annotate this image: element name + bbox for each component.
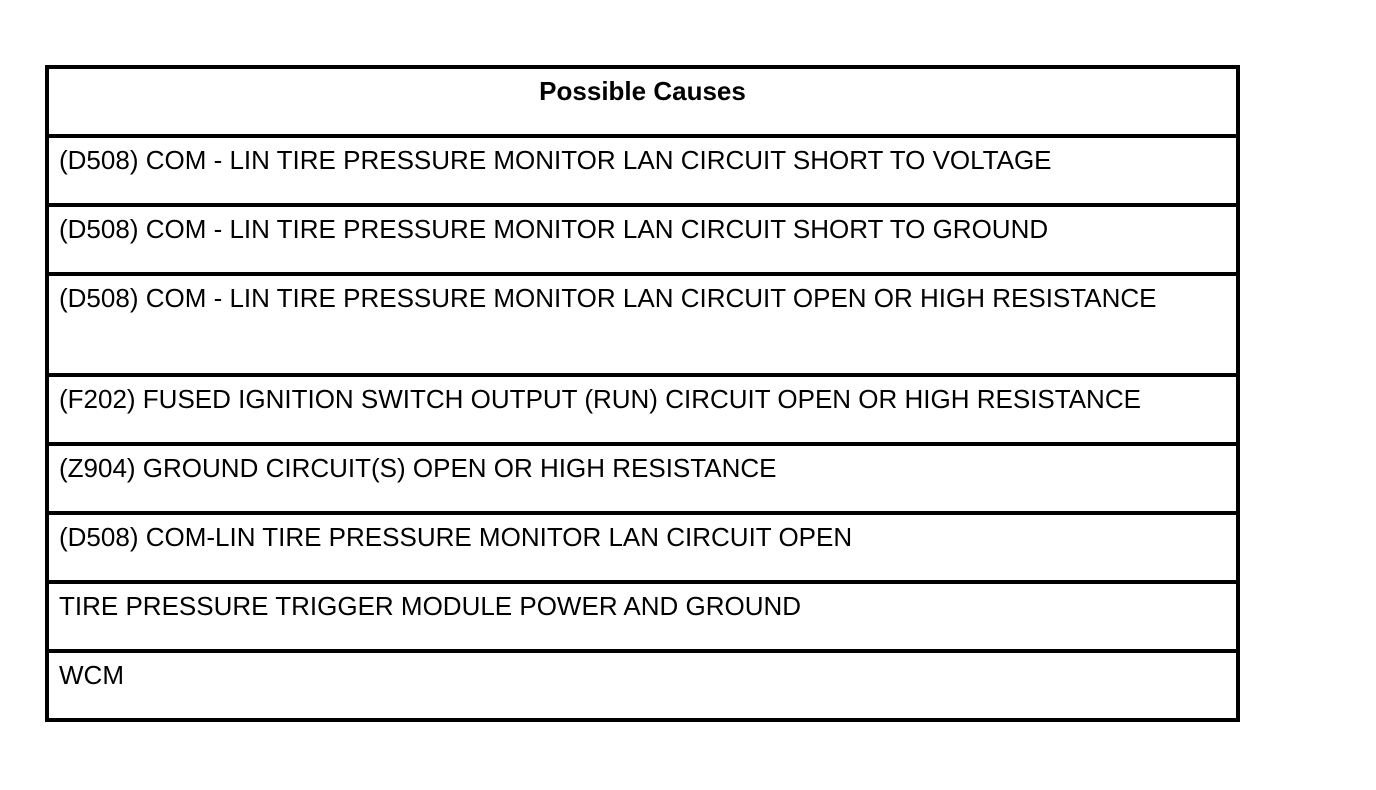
cause-cell: (D508) COM-LIN TIRE PRESSURE MONITOR LAN CIRCUIT OPEN [47,513,1238,582]
table-row [47,444,1238,513]
table-row [47,375,1238,444]
table-header-possible-causes: Possible Causes [47,67,1238,136]
table-row [47,274,1238,375]
table-row [47,513,1238,582]
possible-causes-table [45,65,1240,722]
cause-cell: (D508) COM - LIN TIRE PRESSURE MONITOR LAN CIRCUIT SHORT TO VOLTAGE [47,136,1238,205]
table-row [47,651,1238,720]
table-row [47,582,1238,651]
table-row [47,205,1238,274]
cause-cell: WCM [47,651,1238,720]
cause-cell: (Z904) GROUND CIRCUIT(S) OPEN OR HIGH RESISTANCE [47,444,1238,513]
cause-cell: (D508) COM - LIN TIRE PRESSURE MONITOR LAN CIRCUIT OPEN OR HIGH RESISTANCE [47,274,1238,375]
table-row [47,136,1238,205]
cause-cell: (D508) COM - LIN TIRE PRESSURE MONITOR LAN CIRCUIT SHORT TO GROUND [47,205,1238,274]
table-header-row [47,67,1238,136]
cause-cell: (F202) FUSED IGNITION SWITCH OUTPUT (RUN) CIRCUIT OPEN OR HIGH RESISTANCE [47,375,1238,444]
cause-cell: TIRE PRESSURE TRIGGER MODULE POWER AND GROUND [47,582,1238,651]
